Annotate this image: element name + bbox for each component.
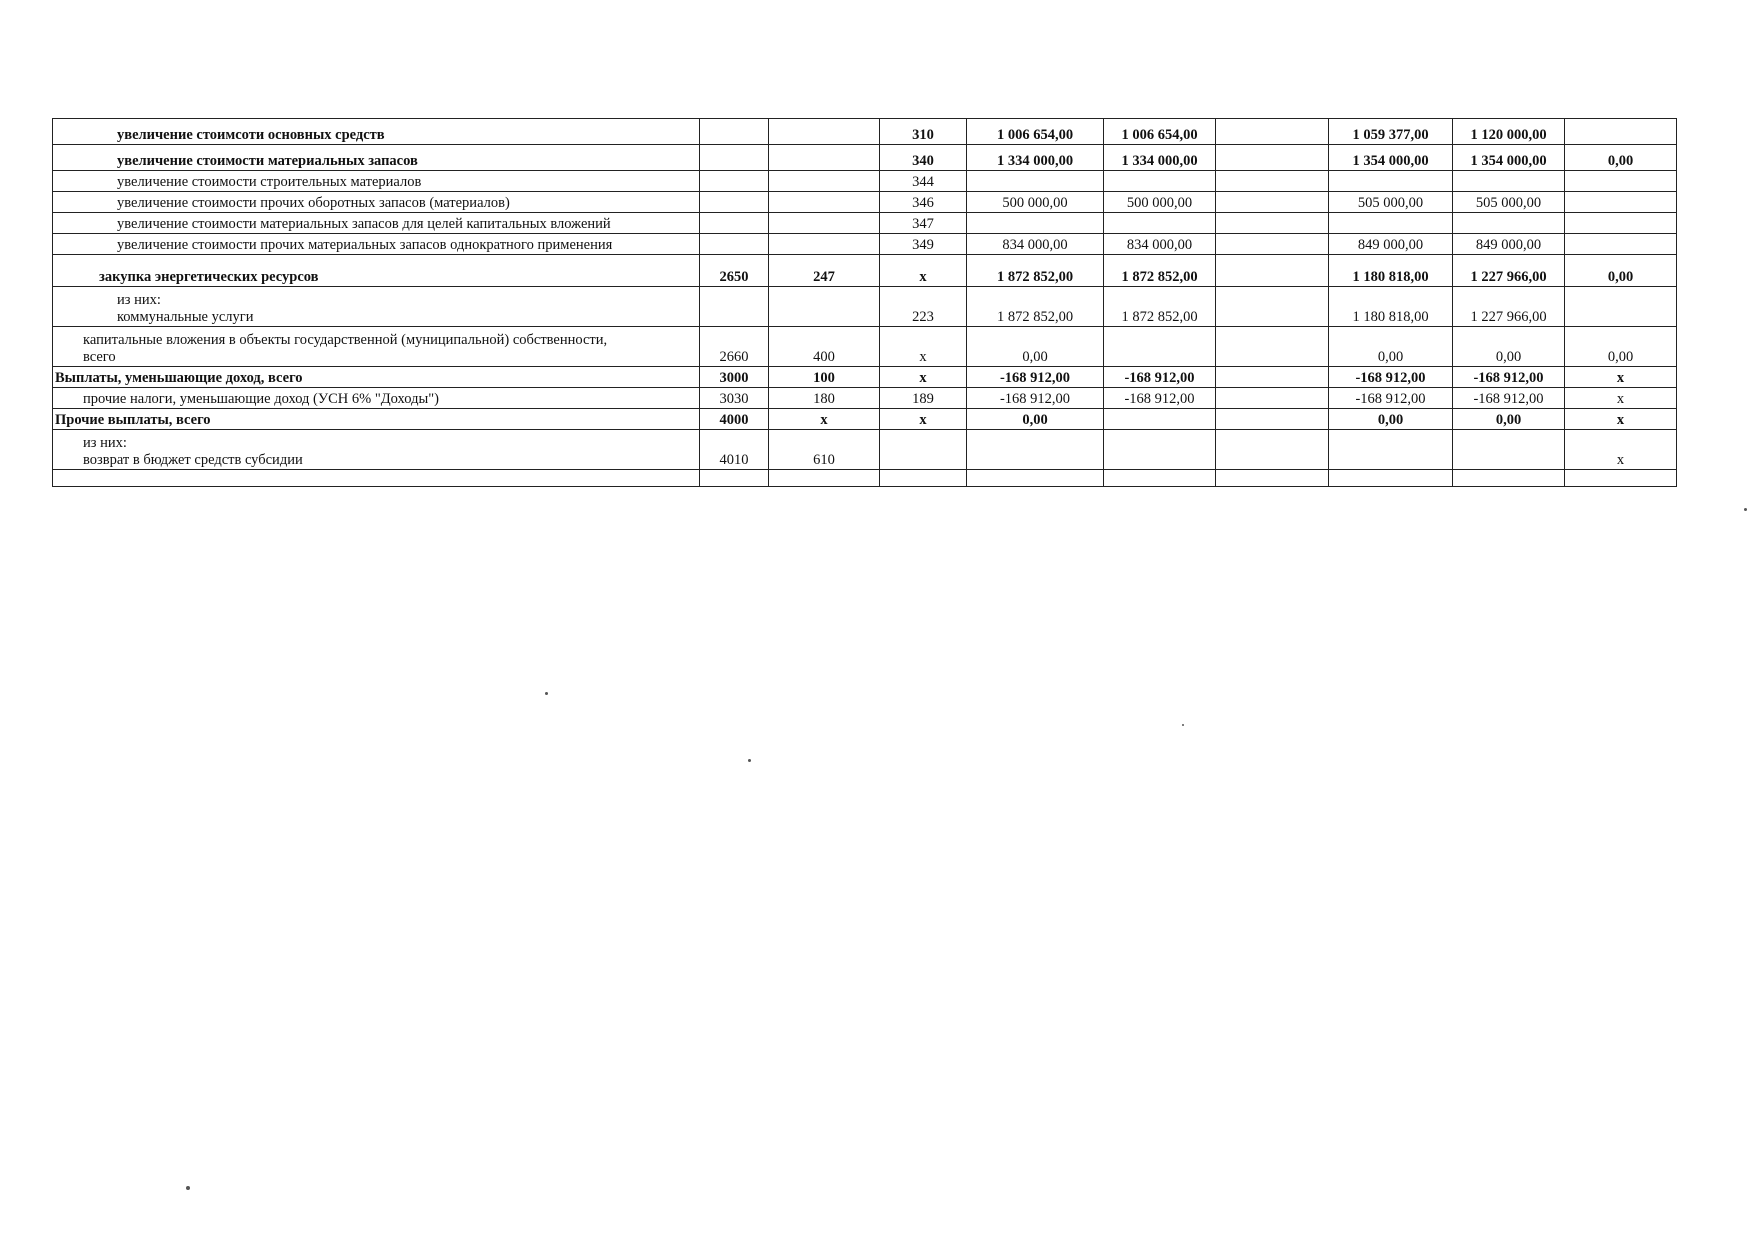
cell-c8: 1 227 966,00 — [1453, 255, 1565, 287]
cell-c9: х — [1565, 388, 1677, 409]
cell-c8 — [1453, 430, 1565, 470]
table-row — [53, 119, 1677, 145]
cell-c6 — [1216, 119, 1329, 145]
cell-c1: 2660 — [700, 327, 769, 367]
cell-c1 — [700, 119, 769, 145]
cell-c8 — [1453, 171, 1565, 192]
cell-c9 — [1565, 171, 1677, 192]
cell-c8: 1 354 000,00 — [1453, 145, 1565, 171]
cell-c5 — [1104, 327, 1216, 367]
cell-c2: 610 — [769, 430, 880, 470]
cell-c7: -168 912,00 — [1329, 367, 1453, 388]
row-label-line: Выплаты, уменьшающие доход, всего — [55, 370, 303, 386]
cell-c5: 1 872 852,00 — [1104, 255, 1216, 287]
table-row — [53, 388, 1677, 409]
cell-c4: 500 000,00 — [967, 192, 1104, 213]
cell-c7 — [1329, 470, 1453, 487]
cell-c1: 3000 — [700, 367, 769, 388]
cell-c6 — [1216, 388, 1329, 409]
cell-c1 — [700, 287, 769, 327]
scan-speck — [186, 1186, 190, 1190]
cell-c9 — [1565, 213, 1677, 234]
cell-c1: 3030 — [700, 388, 769, 409]
financial-table — [52, 118, 1677, 487]
cell-c2: 100 — [769, 367, 880, 388]
cell-c6 — [1216, 367, 1329, 388]
cell-c6 — [1216, 192, 1329, 213]
cell-c3: х — [880, 255, 967, 287]
table-row — [53, 287, 1677, 327]
cell-c8: 849 000,00 — [1453, 234, 1565, 255]
row-label-line: прочие налоги, уменьшающие доход (УСН 6% "Доходы") — [83, 391, 439, 407]
table-row — [53, 409, 1677, 430]
cell-c4: 0,00 — [967, 409, 1104, 430]
cell-c3: 310 — [880, 119, 967, 145]
cell-c7: 849 000,00 — [1329, 234, 1453, 255]
table-row — [53, 145, 1677, 171]
cell-c4: 1 334 000,00 — [967, 145, 1104, 171]
cell-c3: х — [880, 367, 967, 388]
cell-c5: 500 000,00 — [1104, 192, 1216, 213]
cell-c8: 1 227 966,00 — [1453, 287, 1565, 327]
cell-c4: 1 872 852,00 — [967, 287, 1104, 327]
cell-c3: 344 — [880, 171, 967, 192]
cell-c8 — [1453, 470, 1565, 487]
row-label — [53, 171, 700, 192]
cell-c1 — [700, 192, 769, 213]
cell-c9 — [1565, 192, 1677, 213]
cell-c1 — [700, 213, 769, 234]
row-label — [53, 213, 700, 234]
cell-c3: х — [880, 327, 967, 367]
cell-c6 — [1216, 430, 1329, 470]
cell-c6 — [1216, 327, 1329, 367]
table-row — [53, 192, 1677, 213]
cell-c4 — [967, 171, 1104, 192]
table-row — [53, 470, 1677, 487]
cell-c6 — [1216, 470, 1329, 487]
cell-c2: 247 — [769, 255, 880, 287]
cell-c7: 0,00 — [1329, 409, 1453, 430]
table-row — [53, 171, 1677, 192]
cell-c1 — [700, 470, 769, 487]
cell-c5: 1 334 000,00 — [1104, 145, 1216, 171]
row-label — [53, 430, 700, 470]
cell-c7 — [1329, 430, 1453, 470]
row-label-line: из них: — [83, 435, 127, 451]
cell-c4: -168 912,00 — [967, 388, 1104, 409]
table-row — [53, 234, 1677, 255]
cell-c9: 0,00 — [1565, 255, 1677, 287]
cell-c1 — [700, 171, 769, 192]
row-label-line: из них: — [117, 292, 161, 308]
cell-c1 — [700, 145, 769, 171]
table-body — [53, 119, 1677, 487]
row-label-line: Прочие выплаты, всего — [55, 412, 211, 428]
cell-c4: 1 006 654,00 — [967, 119, 1104, 145]
row-label-line: возврат в бюджет средств субсидии — [83, 452, 303, 468]
cell-c5 — [1104, 409, 1216, 430]
row-label — [53, 287, 700, 327]
cell-c9: 0,00 — [1565, 145, 1677, 171]
cell-c3: 349 — [880, 234, 967, 255]
row-label — [53, 388, 700, 409]
row-label — [53, 470, 700, 487]
row-label — [53, 234, 700, 255]
cell-c1 — [700, 234, 769, 255]
cell-c6 — [1216, 234, 1329, 255]
cell-c1: 4000 — [700, 409, 769, 430]
cell-c7 — [1329, 171, 1453, 192]
cell-c5: -168 912,00 — [1104, 388, 1216, 409]
cell-c4 — [967, 470, 1104, 487]
cell-c3: 340 — [880, 145, 967, 171]
cell-c6 — [1216, 171, 1329, 192]
cell-c3 — [880, 470, 967, 487]
row-label — [53, 192, 700, 213]
cell-c4 — [967, 213, 1104, 234]
cell-c6 — [1216, 287, 1329, 327]
cell-c3 — [880, 430, 967, 470]
table-row — [53, 367, 1677, 388]
cell-c2 — [769, 470, 880, 487]
row-label-line: увеличение стоимости материальных запасов — [117, 153, 418, 169]
cell-c8: -168 912,00 — [1453, 367, 1565, 388]
cell-c3: 189 — [880, 388, 967, 409]
cell-c8: 0,00 — [1453, 327, 1565, 367]
cell-c2 — [769, 287, 880, 327]
row-label-line: увеличение стоимости прочих материальных запасов однократного применения — [117, 237, 613, 253]
cell-c1: 4010 — [700, 430, 769, 470]
row-label — [53, 119, 700, 145]
cell-c2 — [769, 171, 880, 192]
row-label — [53, 255, 700, 287]
row-label-line: увеличение стоимости материальных запасов для целей капитальных вложений — [117, 216, 611, 232]
row-label-line: увеличение стоимсоти основных средств — [117, 127, 385, 143]
scan-speck — [1182, 724, 1184, 726]
cell-c3: 347 — [880, 213, 967, 234]
cell-c4 — [967, 430, 1104, 470]
cell-c7: -168 912,00 — [1329, 388, 1453, 409]
table-row — [53, 327, 1677, 367]
cell-c5: 1 872 852,00 — [1104, 287, 1216, 327]
cell-c5 — [1104, 213, 1216, 234]
cell-c8: 1 120 000,00 — [1453, 119, 1565, 145]
scan-speck — [545, 692, 548, 695]
row-label-line: увеличение стоимости строительных материалов — [117, 174, 422, 190]
scan-speck — [1744, 508, 1747, 511]
scan-speck — [748, 759, 751, 762]
cell-c9 — [1565, 234, 1677, 255]
row-label-line: увеличение стоимости прочих оборотных запасов (материалов) — [117, 195, 510, 211]
cell-c2 — [769, 234, 880, 255]
cell-c3: 223 — [880, 287, 967, 327]
cell-c6 — [1216, 409, 1329, 430]
cell-c8: -168 912,00 — [1453, 388, 1565, 409]
row-label — [53, 145, 700, 171]
cell-c1: 2650 — [700, 255, 769, 287]
cell-c6 — [1216, 145, 1329, 171]
cell-c6 — [1216, 213, 1329, 234]
cell-c2: 180 — [769, 388, 880, 409]
cell-c4: -168 912,00 — [967, 367, 1104, 388]
cell-c5: 834 000,00 — [1104, 234, 1216, 255]
cell-c7 — [1329, 213, 1453, 234]
row-label-line: капитальные вложения в объекты государственной (муниципальной) собственности, — [83, 332, 608, 348]
cell-c9 — [1565, 287, 1677, 327]
cell-c9: х — [1565, 430, 1677, 470]
cell-c7: 1 354 000,00 — [1329, 145, 1453, 171]
cell-c9: 0,00 — [1565, 327, 1677, 367]
cell-c2 — [769, 213, 880, 234]
cell-c2: 400 — [769, 327, 880, 367]
cell-c4: 0,00 — [967, 327, 1104, 367]
cell-c7: 1 180 818,00 — [1329, 287, 1453, 327]
cell-c9 — [1565, 470, 1677, 487]
cell-c3: 346 — [880, 192, 967, 213]
cell-c8: 0,00 — [1453, 409, 1565, 430]
table-row — [53, 255, 1677, 287]
cell-c5: -168 912,00 — [1104, 367, 1216, 388]
cell-c4: 1 872 852,00 — [967, 255, 1104, 287]
cell-c4: 834 000,00 — [967, 234, 1104, 255]
cell-c2 — [769, 192, 880, 213]
row-label-line: коммунальные услуги — [117, 309, 254, 325]
cell-c2 — [769, 145, 880, 171]
row-label-line: всего — [83, 349, 116, 365]
cell-c7: 505 000,00 — [1329, 192, 1453, 213]
table-row — [53, 430, 1677, 470]
row-label — [53, 409, 700, 430]
row-label — [53, 367, 700, 388]
cell-c5 — [1104, 430, 1216, 470]
cell-c7: 0,00 — [1329, 327, 1453, 367]
cell-c7: 1 180 818,00 — [1329, 255, 1453, 287]
cell-c3: х — [880, 409, 967, 430]
cell-c5 — [1104, 470, 1216, 487]
cell-c6 — [1216, 255, 1329, 287]
cell-c8 — [1453, 213, 1565, 234]
cell-c5 — [1104, 171, 1216, 192]
cell-c9: х — [1565, 409, 1677, 430]
cell-c5: 1 006 654,00 — [1104, 119, 1216, 145]
row-label — [53, 327, 700, 367]
cell-c9: х — [1565, 367, 1677, 388]
cell-c8: 505 000,00 — [1453, 192, 1565, 213]
cell-c7: 1 059 377,00 — [1329, 119, 1453, 145]
cell-c9 — [1565, 119, 1677, 145]
row-label-line: закупка энергетических ресурсов — [99, 269, 319, 285]
cell-c2 — [769, 119, 880, 145]
table-row — [53, 213, 1677, 234]
cell-c2: х — [769, 409, 880, 430]
